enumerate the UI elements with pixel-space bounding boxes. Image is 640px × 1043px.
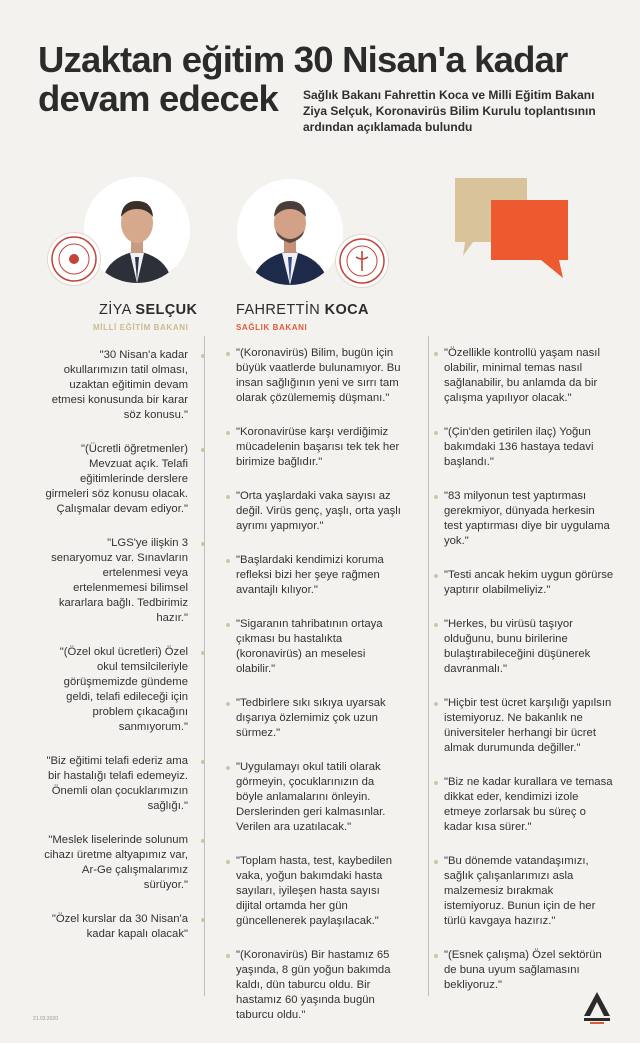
quote-item: "Özellikle kontrollü yaşam nasıl olabilir, minimal temas nasıl sağlanabilir, bu anlamda da bir çalışma yapılıyor olacak.": [444, 346, 616, 406]
quote-item: "Sigaranın tahribatının ortaya çıkması bu hastalıkta (koronavirüs) an meselesi olabilir.": [236, 617, 404, 677]
koca-quotes-b: [444, 346, 616, 1012]
quote-item: "Uygulamayı okul tatili olarak görmeyin, çocuklarınızın da böyle anlamalarını önleyin. Derslerinden geri kalmasınlar. Verilen ara uzatılacak.": [236, 760, 404, 835]
meb-seal: [48, 233, 100, 285]
quote-item: "Meslek liselerinde solunum cihazı üretme altyapımız var, Ar-Ge çalışmalarımız sürüyor.": [44, 833, 188, 893]
quote-item: "(Koronavirüs) Bir hastamız 65 yaşında, 8 gün yoğun bakımda kaldı, dün taburcu oldu. Bir hastamız 60 yaşında bugün taburcu oldu.": [236, 948, 404, 1023]
quote-item: "Herkes, bu virüsü taşıyor olduğunu, bunu birilerine bulaştırabileceğini düşünerek davranmalı.": [444, 617, 616, 677]
koca-role: SAĞLIK BAKANI: [236, 323, 308, 332]
quote-item: "(Koronavirüs) Bilim, bugün için büyük vaatlerde bulunamıyor. Bu insan sağlığının yeni ve sırrı tam olarak çözülememiş düşmanı.": [236, 346, 404, 406]
selcuk-name: ZİYA SELÇUK: [99, 302, 198, 318]
anadolu-agency-logo: [580, 990, 614, 1026]
selcuk-quotes: [44, 348, 188, 961]
column-divider-right: [428, 336, 429, 996]
quote-item: "83 milyonun test yaptırması gerekmiyor, dünyada herkesin test yaptırması diye bir uygulama yok.": [444, 489, 616, 549]
quote-item: "Bu dönemde vatandaşımızı, sağlık çalışanlarımızı asla malzemesiz bırakmak istemiyoruz. Bunun için de her türlü kavgaya hazırız.": [444, 854, 616, 929]
quote-item: "LGS'ye ilişkin 3 senaryomuz var. Sınavların ertelenmesi veya ertelenmemesi bilimsel kararlara bağlı. Tedbirimiz hazır.": [44, 536, 188, 626]
koca-portrait: [237, 179, 343, 285]
quote-item: "Toplam hasta, test, kaybedilen vaka, yoğun bakımdaki hasta sayıları, iyileşen hasta sayısı dijital ortamda her gün güncellenerek paylaşılacak.": [236, 854, 404, 929]
quote-item: "Biz eğitimi telafi ederiz ama bir hastalığı telafi edemeyiz. Önemli olan çocuklarımızın sağlığı.": [44, 754, 188, 814]
headline: Uzaktan eğitim 30 Nisan'a kadar devam edecek: [38, 39, 568, 119]
koca-name: FAHRETTİN KOCA: [236, 302, 369, 318]
quote-item: "Hiçbir test ücret karşılığı yapılsın istemiyoruz. Ne bakanlık ne üniversiteler herhangi bir ücret almak durumunda değiller.": [444, 696, 616, 756]
quote-item: "Orta yaşlardaki vaka sayısı az değil. Virüs genç, yaşlı, orta yaşlı ayrımı yapmıyor.": [236, 489, 404, 534]
selcuk-role: MİLLİ EĞİTİM BAKANI: [93, 323, 189, 332]
quote-item: "(Ücretli öğretmenler) Mevzuat açık. Telafi eğitimlerinde derslere girmeleri söz konusu olacak. Çalışmalar devam ediyor.": [44, 442, 188, 517]
column-divider-left: [204, 336, 205, 996]
quote-item: "Biz ne kadar kurallara ve temasa dikkat eder, kendimizi izole etmeye zorlarsak bu süreç o kadar kısa sürer.": [444, 775, 616, 835]
publish-date: 21.03.2020: [33, 1016, 59, 1022]
saglik-seal: [336, 235, 388, 287]
quote-item: "Koronavirüse karşı verdiğimiz mücadelenin başarısı tek tek her birimize bağlıdır.": [236, 425, 404, 470]
subheadline: Sağlık Bakanı Fahrettin Koca ve Milli Eğitim Bakanı Ziya Selçuk, Koronavirüs Bilim Kurulu toplantısının ardından açıklamada bulundu: [303, 88, 596, 134]
speech-bubbles-icon: [453, 176, 571, 284]
quote-item: "Başlardaki kendimizi koruma refleksi bizi her şeye rağmen avantajlı kılıyor.": [236, 553, 404, 598]
koca-quotes-a: [236, 346, 404, 1042]
quote-item: "Tedbirlere sıkı sıkıya uyarsak dışarıya özlemimiz çok uzun sürmez.": [236, 696, 404, 741]
quote-item: "30 Nisan'a kadar okullarımızın tatil olması, uzaktan eğitimin devam etmesi konusunda bir karar söz konusu.": [44, 348, 188, 423]
quote-item: "(Özel okul ücretleri) Özel okul temsilcileriyle görüşmemizde gündeme geldi, telafi edileceği için problem çıkacağını sanmıyorum.": [44, 645, 188, 735]
quote-item: "(Çin'den getirilen ilaç) Yoğun bakımdaki 136 hastaya tedavi başlandı.": [444, 425, 616, 470]
quote-item: "Testi ancak hekim uygun görürse yaptırır olabilmeliyiz.": [444, 568, 616, 598]
quote-item: "Özel kurslar da 30 Nisan'a kadar kapalı olacak": [44, 912, 188, 942]
quote-item: "(Esnek çalışma) Özel sektörün de buna uyum sağlamasını bekliyoruz.": [444, 948, 616, 993]
